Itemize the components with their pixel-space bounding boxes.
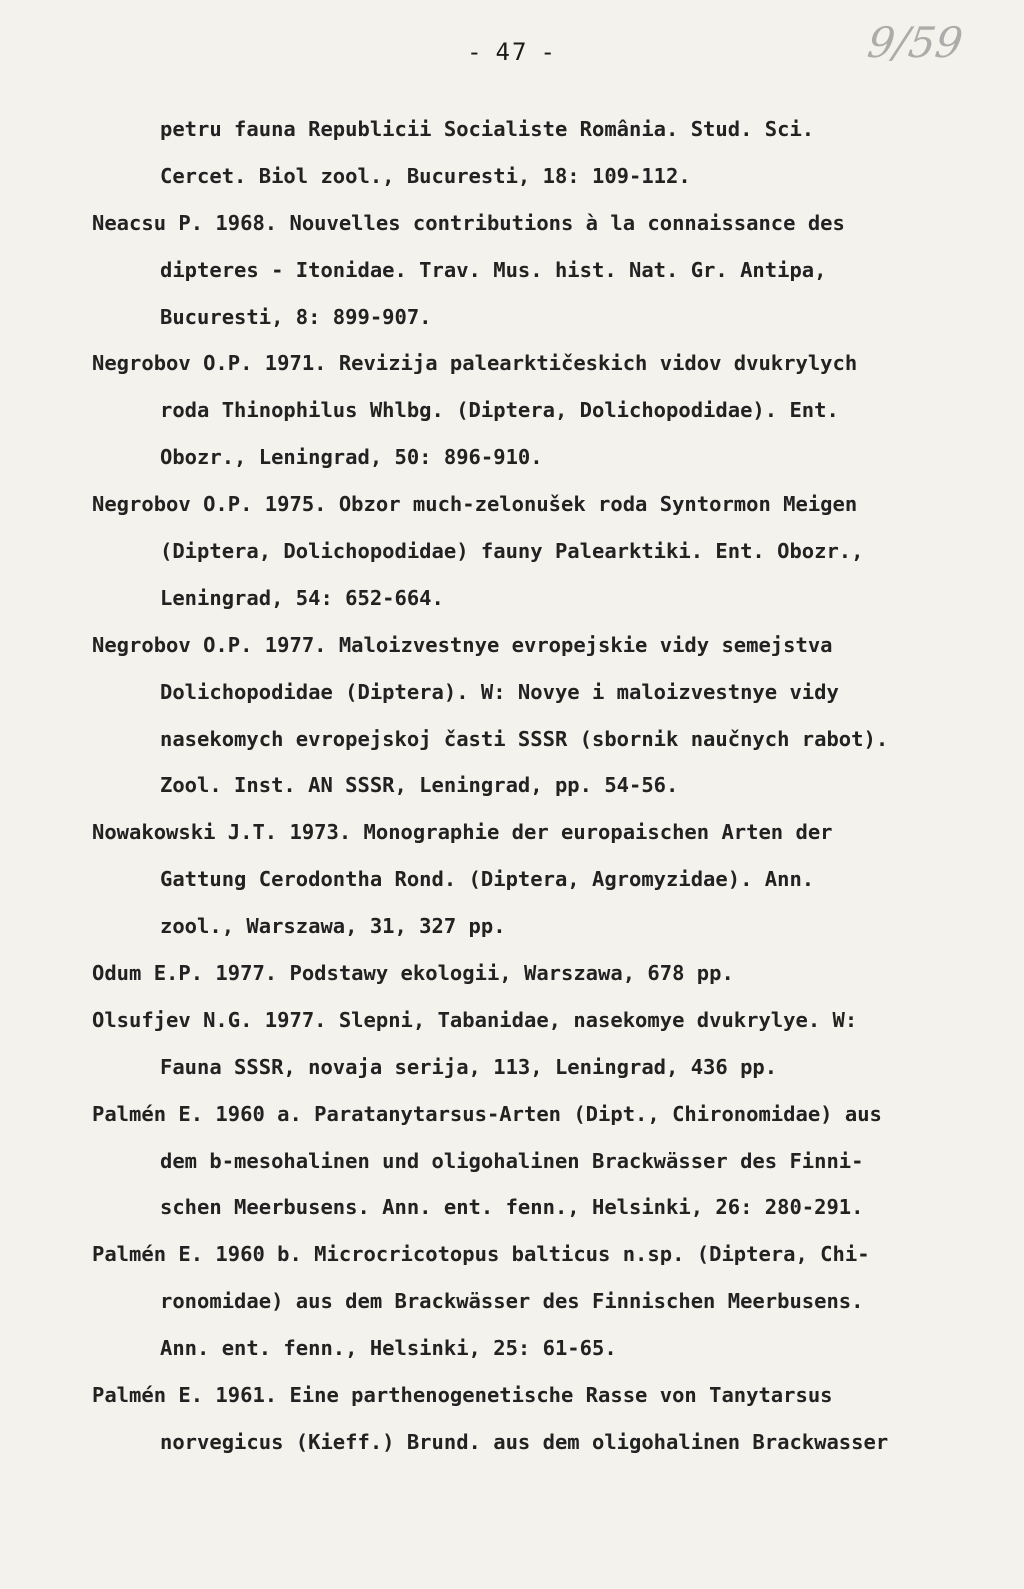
reference-line: Gattung Cerodontha Rond. (Diptera, Agromyzidae). Ann. bbox=[160, 867, 815, 892]
reference-line: Palmén E. 1960 b. Microcricotopus balticus n.sp. (Diptera, Chi- bbox=[92, 1242, 870, 1267]
reference-line: Palmén E. 1960 a. Paratanytarsus-Arten (Dipt., Chironomidae) aus bbox=[92, 1101, 882, 1126]
reference-line: Olsufjev N.G. 1977. Slepni, Tabanidae, nasekomye dvukrylye. W: bbox=[92, 1007, 858, 1032]
reference-line: Negrobov O.P. 1971. Revizija palearktičeskich vidov dvukrylych bbox=[92, 351, 858, 376]
reference-line: Cercet. Biol zool., Bucuresti, 18: 109-112. bbox=[160, 163, 691, 188]
reference-line: Ann. ent. fenn., Helsinki, 25: 61-65. bbox=[160, 1336, 617, 1361]
reference-line: roda Thinophilus Whlbg. (Diptera, Dolichopodidae). Ent. bbox=[160, 398, 839, 423]
reference-line: (Diptera, Dolichopodidae) fauny Palearktiki. Ent. Obozr., bbox=[160, 539, 864, 564]
reference-line: Palmén E. 1961. Eine parthenogenetische Rasse von Tanytarsus bbox=[92, 1383, 833, 1408]
page-number-value: 47 bbox=[495, 38, 529, 66]
reference-line: Leningrad, 54: 652-664. bbox=[160, 585, 444, 610]
handwritten-note: 9/59 bbox=[864, 18, 966, 67]
reference-line: schen Meerbusens. Ann. ent. fenn., Helsinki, 26: 280-291. bbox=[160, 1195, 864, 1220]
reference-line: petru fauna Republicii Socialiste România. Stud. Sci. bbox=[160, 117, 815, 141]
dash-left: - bbox=[467, 38, 484, 66]
reference-line: dem b-mesohalinen und oligohalinen Brackwässer des Finni- bbox=[160, 1148, 864, 1173]
reference-line: Obozr., Leningrad, 50: 896-910. bbox=[160, 445, 543, 470]
reference-line: Neacsu P. 1968. Nouvelles contributions à la connaissance des bbox=[92, 210, 845, 235]
reference-line: Bucuresti, 8: 899-907. bbox=[160, 304, 432, 329]
reference-line: Fauna SSSR, novaja serija, 113, Leningrad, 436 pp. bbox=[160, 1054, 778, 1079]
reference-line: zool., Warszawa, 31, 327 pp. bbox=[160, 914, 506, 939]
reference-line: Zool. Inst. AN SSSR, Leningrad, pp. 54-56. bbox=[160, 773, 679, 798]
reference-line: Nowakowski J.T. 1973. Monographie der europaischen Arten der bbox=[92, 820, 833, 845]
reference-list bbox=[92, 106, 1002, 1466]
reference-line: nasekomych evropejskoj časti SSSR (sbornik naučnych rabot). bbox=[160, 726, 889, 751]
dash-right: - bbox=[540, 38, 557, 66]
reference-line: dipteres - Itonidae. Trav. Mus. hist. Nat. Gr. Antipa, bbox=[160, 257, 827, 282]
reference-line: norvegicus (Kieff.) Brund. aus dem oligohalinen Brackwasser bbox=[160, 1429, 889, 1454]
reference-line: Negrobov O.P. 1977. Maloizvestnye evropejskie vidy semejstva bbox=[92, 632, 833, 657]
reference-line: Odum E.P. 1977. Podstawy ekologii, Warszawa, 678 pp. bbox=[92, 961, 734, 986]
reference-line: ronomidae) aus dem Brackwässer des Finnischen Meerbusens. bbox=[160, 1289, 864, 1314]
reference-line: Negrobov O.P. 1975. Obzor much-zelonušek roda Syntormon Meigen bbox=[92, 492, 858, 517]
reference-line: Dolichopodidae (Diptera). W: Novye i maloizvestnye vidy bbox=[160, 679, 839, 704]
